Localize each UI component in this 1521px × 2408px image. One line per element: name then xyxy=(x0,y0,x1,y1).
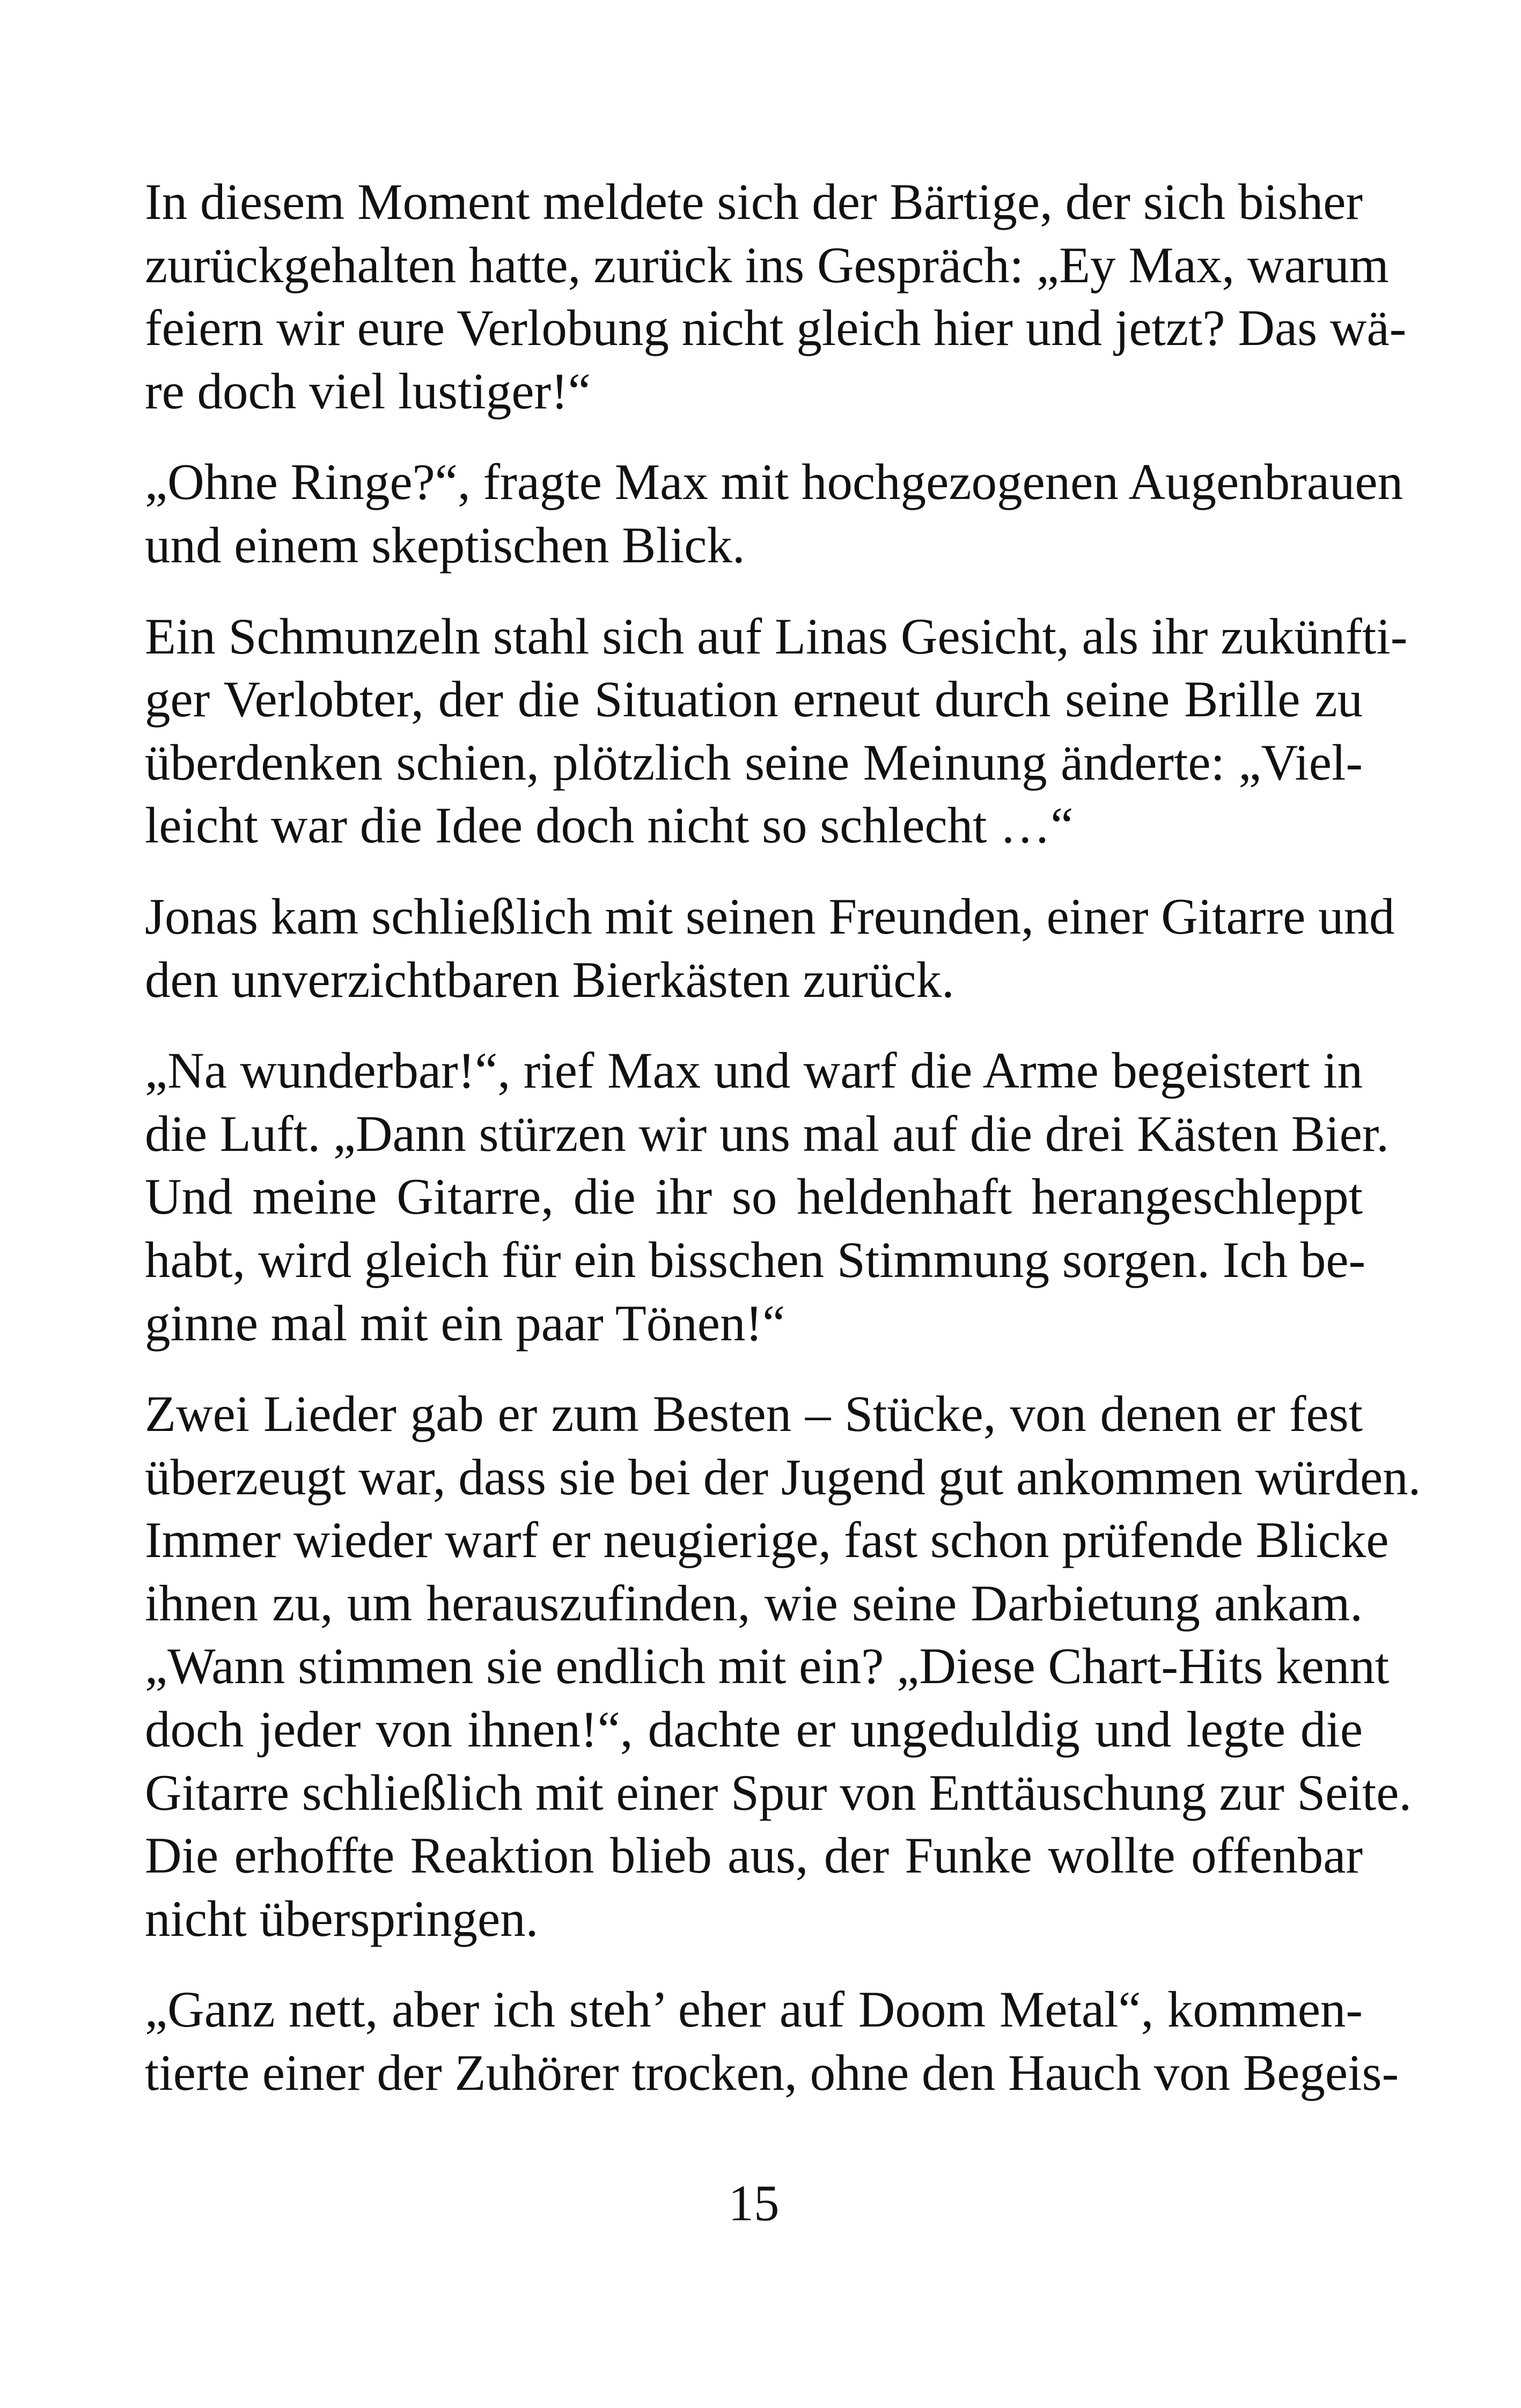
text-line: re doch viel lustiger!“ xyxy=(145,362,591,420)
text-line: „Ohne Ringe?“, fragte Max mit hochgezogenen Augenbrauen xyxy=(145,453,1404,511)
text-line: Zwei Lieder gab er zum Besten – Stücke, von denen er fest xyxy=(145,1385,1363,1443)
paragraph xyxy=(145,1978,1399,2104)
paragraph xyxy=(145,605,1408,857)
text-line: ger Verlobter, der die Situation erneut durch seine Brille zu xyxy=(145,671,1363,728)
text-line: ihnen zu, um herauszufinden, wie seine Darbietung ankam. xyxy=(145,1574,1363,1632)
text-line: ginne mal mit ein paar Tönen!“ xyxy=(145,1294,785,1352)
paragraph xyxy=(145,451,1404,577)
text-line: Immer wieder warf er neugierige, fast schon prüfende Blicke xyxy=(145,1511,1389,1569)
text-line: „Wann stimmen sie endlich mit ein? „Diese Chart-Hits kennt xyxy=(145,1638,1390,1695)
text-line: überzeugt war, dass sie bei der Jugend gut ankommen würden. xyxy=(145,1448,1421,1506)
text-line: und einem skeptischen Blick. xyxy=(145,516,745,574)
text-line: die Luft. „Dann stürzen wir uns mal auf die drei Kästen Bier. xyxy=(145,1105,1389,1162)
text-line: tierte einer der Zuhörer trocken, ohne den Hauch von Begeis- xyxy=(145,2044,1399,2102)
text-line: Jonas kam schließlich mit seinen Freunden, einer Gitarre und xyxy=(145,887,1395,945)
text-line: feiern wir eure Verlobung nicht gleich hier und jetzt? Das wä- xyxy=(145,299,1407,357)
text-line: „Na wunderbar!“, rief Max und warf die Arme begeistert in xyxy=(145,1042,1363,1099)
text-line: den unverzichtbaren Bierkästen zurück. xyxy=(145,951,954,1008)
text-line: In diesem Moment meldete sich der Bärtige, der sich bisher xyxy=(145,173,1363,230)
body-text xyxy=(145,171,1421,2133)
text-line: Ein Schmunzeln stahl sich auf Linas Gesicht, als ihr zukünfti- xyxy=(145,607,1408,665)
text-line: doch jeder von ihnen!“, dachte er ungeduldig und legte die xyxy=(145,1701,1363,1758)
text-line: habt, wird gleich für ein bisschen Stimmung sorgen. Ich be- xyxy=(145,1231,1366,1288)
text-line: Die erhoffte Reaktion blieb aus, der Funke wollte offenbar xyxy=(145,1827,1363,1884)
text-line: nicht überspringen. xyxy=(145,1890,539,1947)
paragraph xyxy=(145,1383,1421,1950)
paragraph xyxy=(145,171,1407,423)
page-number: 15 xyxy=(728,2175,780,2231)
text-line: Gitarre schließlich mit einer Spur von Enttäuschung zur Seite. xyxy=(145,1764,1412,1821)
text-line: leicht war die Idee doch nicht so schlecht …“ xyxy=(145,797,1074,854)
text-line: überdenken schien, plötzlich seine Meinung änderte: „Viel- xyxy=(145,733,1363,791)
book-page xyxy=(145,0,1421,2408)
paragraph xyxy=(145,885,1395,1011)
text-line: zurückgehalten hatte, zurück ins Gespräch: „Ey Max, warum xyxy=(145,236,1389,293)
text-line: Und meine Gitarre, die ihr so heldenhaft herangeschleppt xyxy=(145,1168,1363,1225)
text-line: „Ganz nett, aber ich steh’ eher auf Doom Metal“, kommen- xyxy=(145,1981,1363,2038)
paragraph xyxy=(145,1039,1389,1355)
